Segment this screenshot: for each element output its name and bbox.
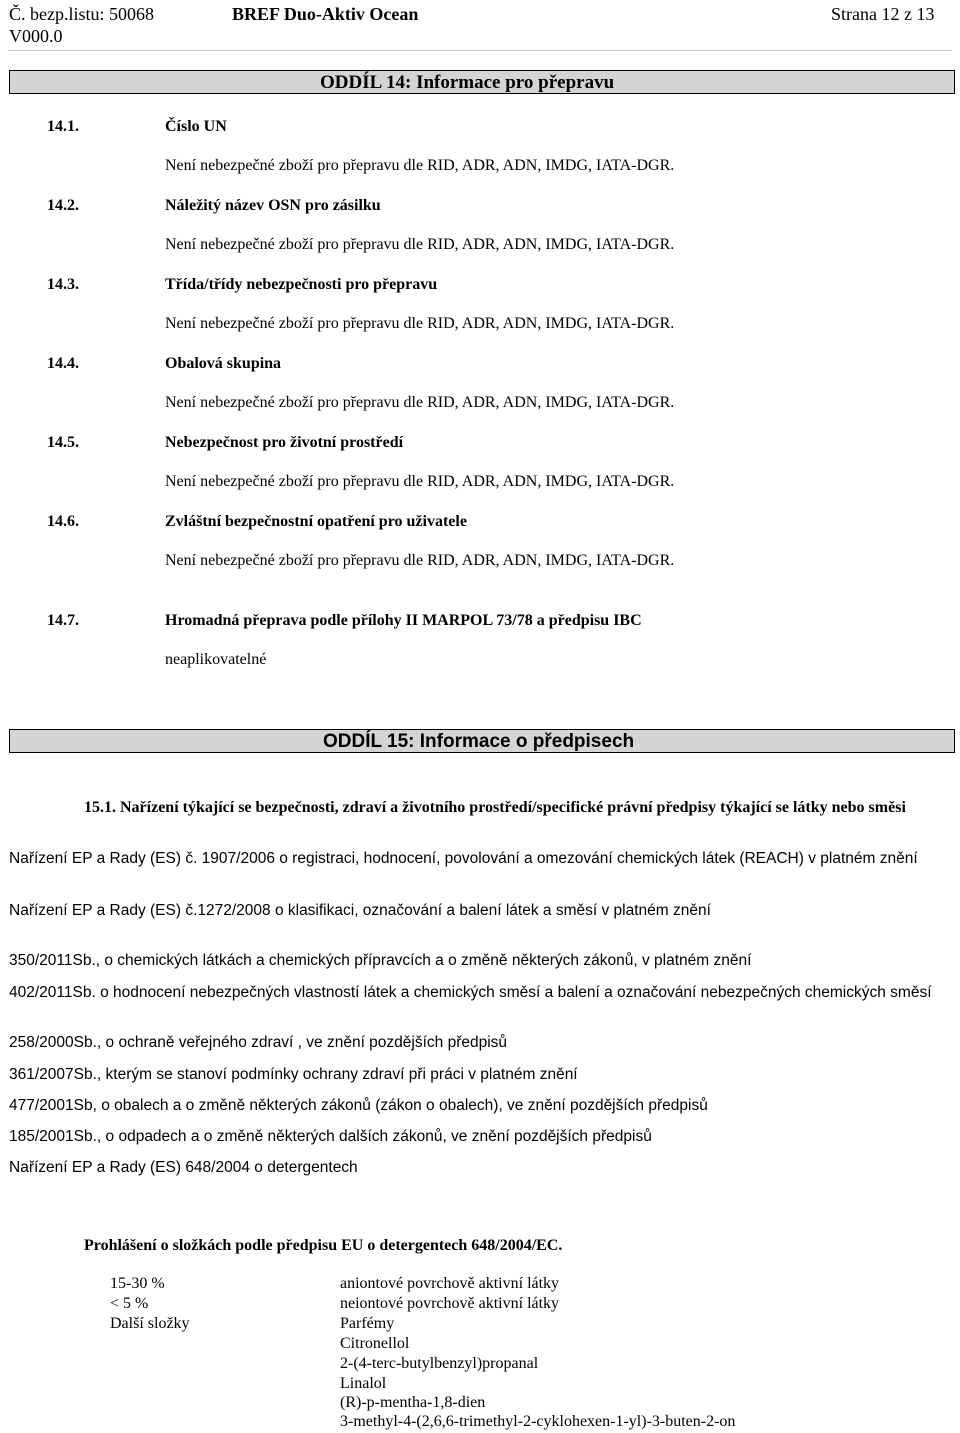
item-text: Není nebezpečné zboží pro přepravu dle RID, ADR, ADN, IMDG, IATA-DGR. — [165, 473, 675, 490]
detergent-declaration-title: Prohlášení o složkách podle předpisu EU o detergentech 648/2004/EC. — [84, 1237, 563, 1254]
regulation-item: Nařízení EP a Rady (ES) 648/2004 o detergentech — [9, 1159, 358, 1176]
section-14-title: ODDÍL 14: Informace pro přepravu — [320, 72, 615, 93]
component-amount: < 5 % — [110, 1295, 149, 1312]
item-number: 14.1. — [47, 118, 79, 135]
item-label: Zvláštní bezpečnostní opatření pro uživatele — [165, 513, 467, 530]
component-name: Citronellol — [340, 1335, 410, 1352]
item-label: Třída/třídy nebezpečnosti pro přepravu — [165, 276, 438, 293]
header-divider — [8, 50, 952, 51]
component-name: aniontové povrchově aktivní látky — [340, 1275, 560, 1292]
item-text: Není nebezpečné zboží pro přepravu dle RID, ADR, ADN, IMDG, IATA-DGR. — [165, 157, 675, 174]
item-text: neaplikovatelné — [165, 651, 267, 668]
version: V000.0 — [9, 26, 63, 46]
regulation-item: 402/2011Sb. o hodnocení nebezpečných vlastností látek a chemických směsí a balení a označování nebezpečných chemických směsí — [9, 984, 932, 1001]
regulation-item: Nařízení EP a Rady (ES) č.1272/2008 o klasifikaci, označování a balení látek a směsí v platném znění — [9, 902, 711, 919]
component-name: 2-(4-terc-butylbenzyl)propanal — [340, 1355, 539, 1372]
regulation-item: 361/2007Sb., kterým se stanoví podmínky ochrany zdraví při práci v platném znění — [9, 1066, 578, 1083]
component-name: neiontové povrchově aktivní látky — [340, 1295, 560, 1312]
product-name: BREF Duo-Aktiv Ocean — [232, 4, 419, 24]
component-name: Parfémy — [340, 1315, 395, 1332]
component-amount: 15-30 % — [110, 1275, 165, 1292]
item-number: 14.3. — [47, 276, 79, 293]
item-number: 14.4. — [47, 355, 79, 372]
page-number: Strana 12 z 13 — [831, 4, 935, 24]
section-15-title: ODDÍL 15: Informace o předpisech — [323, 731, 635, 752]
regulation-item: 258/2000Sb., o ochraně veřejného zdraví , ve znění pozdějších předpisů — [9, 1034, 508, 1051]
regulation-item: 185/2001Sb., o odpadech a o změně některých dalších zákonů, ve znění pozdějších předpisů — [9, 1128, 652, 1145]
component-name: Linalol — [340, 1375, 387, 1392]
sheet-number: Č. bezp.listu: 50068 — [9, 4, 154, 24]
item-label: Nebezpečnost pro životní prostředí — [165, 434, 404, 451]
subsection-15-1-title: 15.1. Nařízení týkající se bezpečnosti, zdraví a životního prostředí/specifické právní předpisy týkající se látky nebo směsi — [84, 799, 906, 816]
component-name: 3-methyl-4-(2,6,6-trimethyl-2-cyklohexen-1-yl)-3-buten-2-on — [340, 1413, 736, 1430]
item-number: 14.6. — [47, 513, 79, 530]
item-text: Není nebezpečné zboží pro přepravu dle RID, ADR, ADN, IMDG, IATA-DGR. — [165, 315, 675, 332]
component-name: (R)-p-mentha-1,8-dien — [340, 1394, 486, 1411]
regulation-item: Nařízení EP a Rady (ES) č. 1907/2006 o registraci, hodnocení, povolování a omezování chemických látek (REACH) v platném znění — [9, 850, 918, 867]
item-label: Číslo UN — [165, 118, 227, 135]
item-text: Není nebezpečné zboží pro přepravu dle RID, ADR, ADN, IMDG, IATA-DGR. — [165, 394, 675, 411]
item-number: 14.2. — [47, 197, 79, 214]
regulation-item: 350/2011Sb., o chemických látkách a chemických přípravcích a o změně některých zákonů, v platném znění — [9, 952, 752, 969]
item-label: Obalová skupina — [165, 355, 282, 372]
item-label: Hromadná přeprava podle přílohy II MARPOL 73/78 a předpisu IBC — [165, 612, 642, 629]
item-text: Není nebezpečné zboží pro přepravu dle RID, ADR, ADN, IMDG, IATA-DGR. — [165, 552, 675, 569]
item-number: 14.5. — [47, 434, 79, 451]
regulation-item: 477/2001Sb, o obalech a o změně některých zákonů (zákon o obalech), ve znění pozdějších předpisů — [9, 1097, 708, 1114]
item-label: Náležitý název OSN pro zásilku — [165, 197, 381, 214]
component-amount: Další složky — [110, 1315, 190, 1332]
item-text: Není nebezpečné zboží pro přepravu dle RID, ADR, ADN, IMDG, IATA-DGR. — [165, 236, 675, 253]
item-number: 14.7. — [47, 612, 79, 629]
